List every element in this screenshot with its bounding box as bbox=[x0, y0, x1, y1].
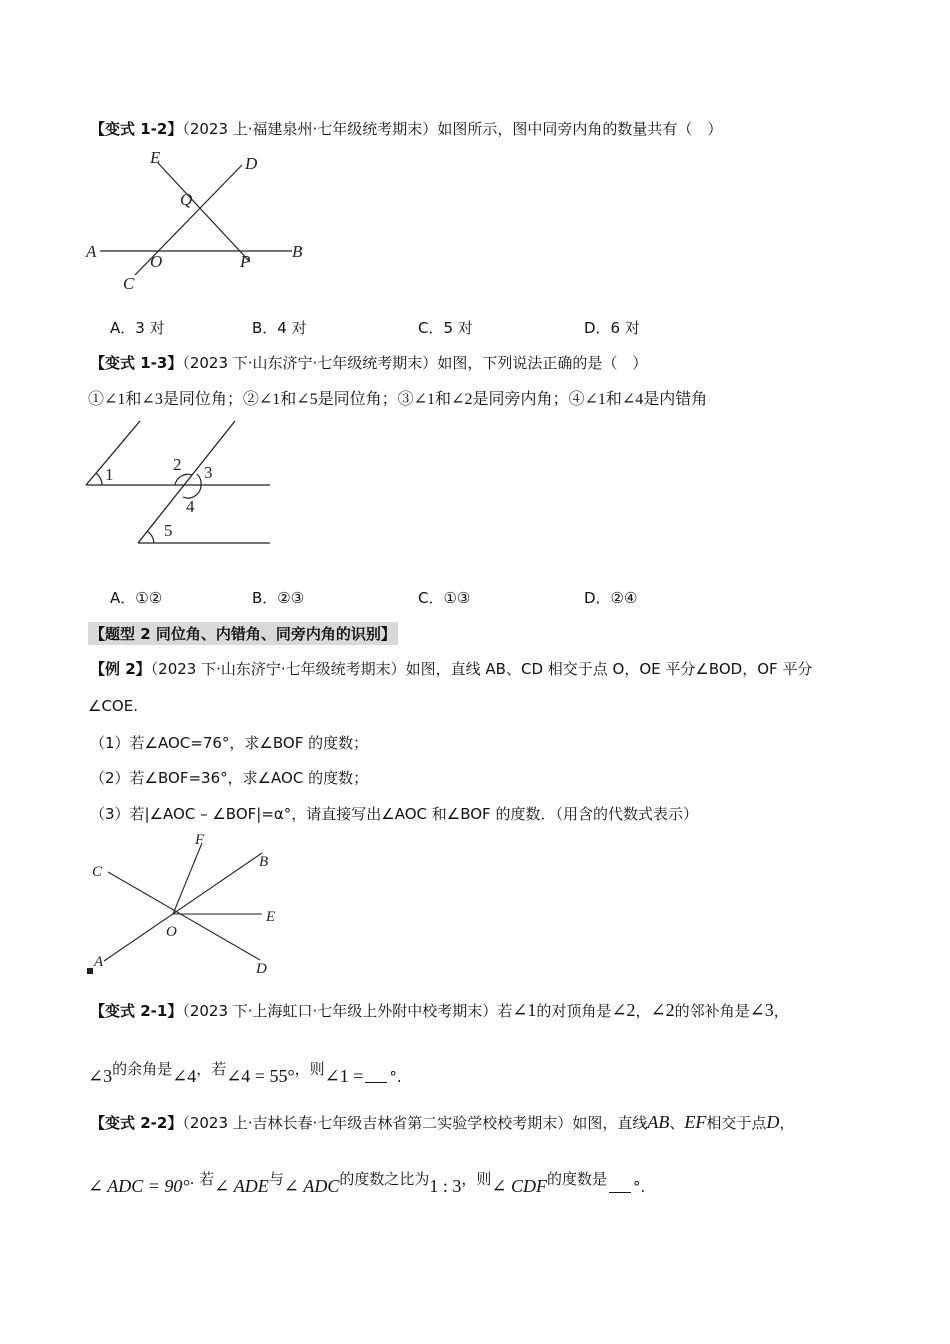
v22-text: ， bbox=[779, 1114, 795, 1132]
v12-label-p: P bbox=[240, 252, 251, 271]
v13-tag: 【变式 1-3】 bbox=[90, 354, 183, 372]
ex2-corner-mark bbox=[87, 968, 93, 974]
v13-source: （2023 下·山东济宁·七年级统考期末） bbox=[182, 354, 438, 372]
v13-arc-2 bbox=[175, 474, 192, 485]
v12-question: 如图所示，图中同旁内角的数量共有（ ） bbox=[437, 120, 723, 138]
v21-text: 的对顶角是 bbox=[536, 1002, 612, 1020]
v21-angle-3b: ∠3 bbox=[88, 1066, 113, 1086]
v13-figure bbox=[80, 415, 280, 555]
v13-question-line bbox=[90, 352, 647, 373]
v12-option-d[interactable]: D．6 对 bbox=[584, 319, 640, 337]
v22-expr: ∠ ADC = 90° bbox=[88, 1176, 190, 1196]
v12-source: （2023 上·福建泉州·七年级统考期末） bbox=[182, 120, 438, 138]
v21-angle-1: ∠1 bbox=[512, 1000, 537, 1020]
v12-label-q: Q bbox=[180, 190, 193, 209]
v13-arc-1 bbox=[96, 473, 102, 485]
v21-angle-4: ∠4 bbox=[172, 1066, 197, 1086]
ex2-label-e: E bbox=[266, 909, 276, 925]
v12-option-b[interactable]: B．4 对 bbox=[252, 319, 307, 337]
ex2-label-o: O bbox=[166, 924, 177, 940]
v22-line1 bbox=[90, 1112, 794, 1133]
v12-label-e: E bbox=[150, 148, 161, 167]
v13-label-3: 3 bbox=[204, 463, 213, 482]
v21-text: ， bbox=[773, 1002, 789, 1020]
v22-angle-ade: ∠ ADE bbox=[214, 1176, 269, 1196]
v22-text: 的度数之比为 bbox=[339, 1170, 430, 1188]
ex2-q1: （1）若∠AOC=76°，求∠BOF 的度数； bbox=[90, 734, 369, 752]
ex2-q2: （2）若∠BOF=36°，求∠AOC 的度数； bbox=[90, 769, 369, 787]
v13-arc-3 bbox=[197, 474, 201, 485]
v22-d: D bbox=[766, 1112, 780, 1132]
v22-angle-adc: ∠ ADC bbox=[283, 1176, 340, 1196]
v21-tag: 【变式 2-1】 bbox=[90, 1002, 183, 1020]
v12-question-line bbox=[90, 118, 722, 139]
v12-label-a: A bbox=[86, 242, 97, 261]
v12-line-ep bbox=[158, 163, 250, 262]
v22-text: °. bbox=[633, 1178, 646, 1196]
ex2-figure bbox=[84, 828, 284, 978]
v21-answer-blank[interactable] bbox=[365, 1072, 387, 1083]
ex2-label-f: F bbox=[195, 832, 205, 848]
v21-text: 若 bbox=[497, 1002, 513, 1020]
ex2-line-cd bbox=[108, 872, 260, 960]
v21-text: °. bbox=[389, 1068, 402, 1086]
section-title: 【题型 2 同位角、内错角、同旁内角的识别】 bbox=[88, 622, 398, 645]
v22-text: 如图，直线 bbox=[572, 1114, 648, 1132]
v12-label-d: D bbox=[245, 154, 258, 173]
v13-right-transversal bbox=[138, 421, 235, 543]
v22-text: 相交于点 bbox=[706, 1114, 767, 1132]
v21-angle-2: ∠2 bbox=[611, 1000, 636, 1020]
v21-expr: ∠4 = 55° bbox=[226, 1066, 295, 1086]
v22-text: 、 bbox=[669, 1114, 685, 1132]
v12-option-a[interactable]: A．3 对 bbox=[110, 319, 165, 337]
ex2-label-b: B bbox=[259, 854, 269, 870]
v21-text: ， bbox=[635, 1002, 651, 1020]
v12-label-o: O bbox=[150, 252, 163, 271]
v22-answer-blank[interactable] bbox=[609, 1182, 631, 1193]
v12-label-c: C bbox=[123, 274, 135, 293]
v13-statements: ①∠1和∠3是同位角；②∠1和∠5是同位角；③∠1和∠2是同旁内角；④∠1和∠4是内错角 bbox=[88, 391, 708, 408]
ex2-line-ab bbox=[104, 853, 262, 961]
v21-text: ，则 bbox=[294, 1060, 325, 1078]
v13-label-5: 5 bbox=[164, 521, 173, 540]
v22-text: . 若 bbox=[189, 1170, 215, 1188]
v21-answer-angle: ∠1 = bbox=[324, 1066, 364, 1086]
v22-source: （2023 上·吉林长春·七年级吉林省第二实验学校校考期末） bbox=[182, 1114, 573, 1132]
v12-tag: 【变式 1-2】 bbox=[90, 120, 183, 138]
v13-option-c[interactable]: C．①③ bbox=[418, 589, 471, 607]
v22-ef: EF bbox=[684, 1112, 707, 1132]
v21-angle-3: ∠3 bbox=[749, 1000, 774, 1020]
v13-option-a[interactable]: A．①② bbox=[110, 589, 163, 607]
v13-option-d[interactable]: D．②④ bbox=[584, 589, 638, 607]
v21-text: 的余角是 bbox=[112, 1060, 173, 1078]
v22-ratio: 1 : 3 bbox=[429, 1176, 462, 1196]
v22-line2 bbox=[88, 1168, 645, 1197]
ex2-label-c: C bbox=[92, 864, 103, 880]
ex2-line2: ∠COE. bbox=[88, 697, 138, 715]
ex2-label-d: D bbox=[256, 961, 267, 977]
v22-ab: AB bbox=[647, 1112, 670, 1132]
v21-text: ，若 bbox=[196, 1060, 227, 1078]
ex2-tag: 【例 2】 bbox=[90, 660, 151, 678]
v12-figure bbox=[80, 145, 320, 300]
v21-line1 bbox=[90, 1000, 789, 1021]
v22-tag: 【变式 2-2】 bbox=[90, 1114, 183, 1132]
v21-line2 bbox=[88, 1058, 402, 1087]
v12-option-c[interactable]: C．5 对 bbox=[418, 319, 473, 337]
v13-label-2: 2 bbox=[173, 455, 182, 474]
v13-label-1: 1 bbox=[105, 465, 114, 484]
ex2-text1: （2023 下·山东济宁·七年级统考期末）如图，直线 AB、CD 相交于点 O，OE 平分∠BOD，OF 平分 bbox=[150, 660, 813, 678]
ex2-line1 bbox=[90, 658, 812, 679]
v21-angle-2b: ∠2 bbox=[650, 1000, 675, 1020]
ex2-q3: （3）若|∠AOC – ∠BOF|=α°，请直接写出∠AOC 和∠BOF 的度数．（用含的代数式表示） bbox=[90, 805, 698, 823]
v13-label-4: 4 bbox=[186, 497, 195, 516]
v21-source: （2023 下·上海虹口·七年级上外附中校考期末） bbox=[182, 1002, 498, 1020]
v13-arc-5 bbox=[147, 531, 154, 543]
v12-label-b: B bbox=[292, 242, 303, 261]
v22-text: ，则 bbox=[461, 1170, 492, 1188]
v13-question: 如图，下列说法正确的是（ ） bbox=[437, 354, 648, 372]
v22-angle-cdf: ∠ CDF bbox=[491, 1176, 547, 1196]
v22-text: 的度数是 bbox=[546, 1170, 607, 1188]
ex2-label-a: A bbox=[94, 954, 104, 970]
v22-text: 与 bbox=[268, 1170, 284, 1188]
v21-text: 的邻补角是 bbox=[674, 1002, 750, 1020]
v13-option-b[interactable]: B．②③ bbox=[252, 589, 305, 607]
